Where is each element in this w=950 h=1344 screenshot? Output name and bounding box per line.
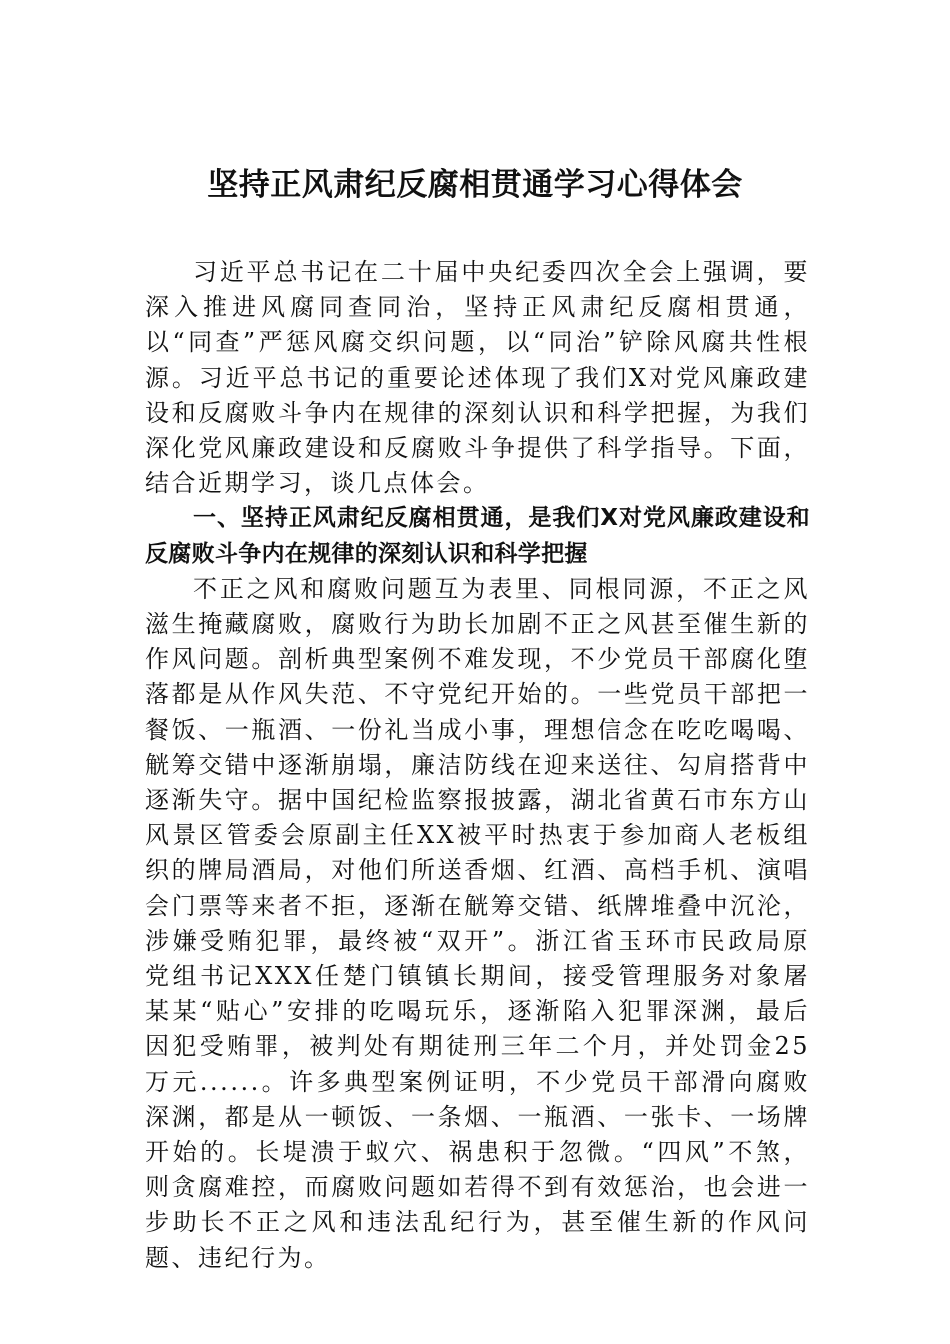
document-title: 坚持正风肃纪反腐相贯通学习心得体会 xyxy=(207,167,743,203)
document-body xyxy=(145,255,810,1276)
section-1-paragraph: 不正之风和腐败问题互为表里、同根同源，不正之风滋生掩藏腐败，腐败行为助长加剧不正之风甚至催生新的作风问题。剖析典型案例不难发现，不少党员干部腐化堕落都是从作风失范、不守党纪开始的。一些党员干部把一餐饭、一瓶酒、一份礼当成小事，理想信念在吃吃喝喝、觥筹交错中逐渐崩塌，廉洁防线在迎来送往、勾肩搭背中逐渐失守。据中国纪检监察报披露，湖北省黄石市东方山风景区管委会原副主任XX被平时热衷于参加商人老板组织的牌局酒局，对他们所送香烟、红酒、高档手机、演唱会门票等来者不拒，逐渐在觥筹交错、纸牌堆叠中沉沦，涉嫌受贿犯罪，最终被“双开”。浙江省玉环市民政局原党组书记XXX任楚门镇镇长期间，接受管理服务对象屠某某“贴心”安排的吃喝玩乐，逐渐陷入犯罪深渊，最后因犯受贿罪，被判处有期徒刑三年二个月，并处罚金25万元......。许多典型案例证明，不少党员干部滑向腐败深渊，都是从一顿饭、一条烟、一瓶酒、一张卡、一场牌开始的。长堤溃于蚁穴、祸患积于忽微。“四风”不煞，则贪腐难控，而腐败问题如若得不到有效惩治，也会进一步助长不正之风和违法乱纪行为，甚至催生新的作风问题、违纪行为。 xyxy=(145,574,810,1272)
section-1-heading: 一、坚持正风肃纪反腐相贯通，是我们X对党风廉政建设和反腐败斗争内在规律的深刻认识和科学把握 xyxy=(145,505,810,567)
intro-paragraph: 习近平总书记在二十届中央纪委四次全会上强调，要深入推进风腐同查同治，坚持正风肃纪反腐相贯通，以“同查”严惩风腐交织问题，以“同治”铲除风腐共性根源。习近平总书记的重要论述体现了我们X对党风廉政建设和反腐败斗争内在规律的深刻认识和科学把握，为我们深化党风廉政建设和反腐败斗争提供了科学指导。下面，结合近期学习，谈几点体会。 xyxy=(145,258,810,498)
